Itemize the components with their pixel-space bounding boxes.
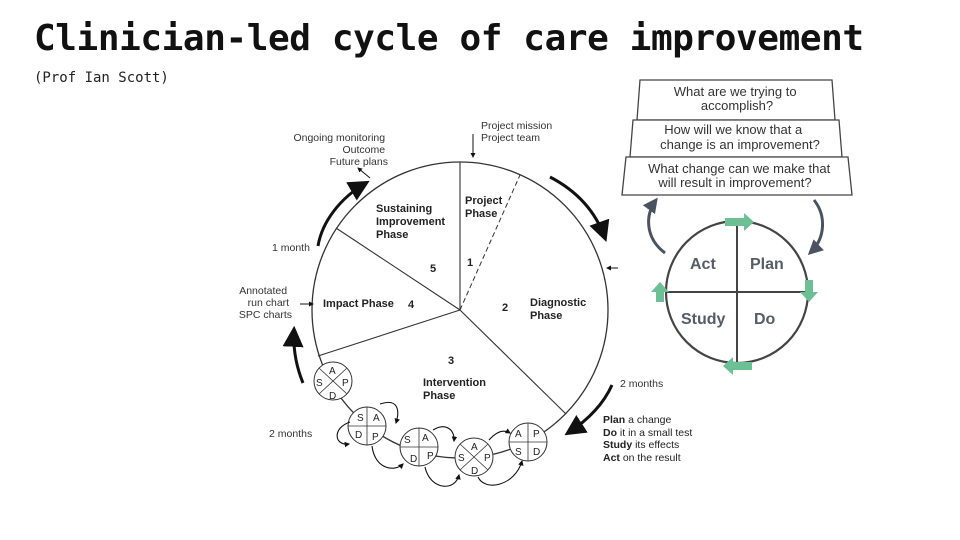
- one-month-label: 1 month: [272, 242, 310, 254]
- svg-text:S: S: [404, 435, 411, 446]
- top-right-arc: [550, 177, 605, 238]
- question-1: What are we trying to accomplish?: [673, 84, 797, 113]
- svg-text:P: P: [484, 453, 491, 464]
- pdsa-circle-4: [455, 438, 493, 477]
- svg-text:A: A: [373, 413, 380, 424]
- one-month-arc: [318, 183, 366, 246]
- svg-text:S: S: [458, 453, 465, 464]
- svg-text:D: D: [410, 454, 418, 465]
- svg-text:A: A: [515, 429, 522, 440]
- left-curve-arrow: [649, 200, 665, 253]
- two-months-left-label: 2 months: [269, 428, 313, 440]
- svg-text:P: P: [427, 451, 434, 462]
- phase-number-2: 2: [502, 302, 509, 314]
- diagnostic-phase-label: Diagnostic Phase: [530, 297, 587, 322]
- svg-text:P: P: [533, 429, 540, 440]
- monitoring-label: Ongoing monitoring Outcome Future plans: [293, 132, 388, 168]
- svg-text:P: P: [372, 432, 379, 443]
- svg-text:A: A: [329, 366, 336, 377]
- pdsa-circle-5: [509, 423, 547, 461]
- do-quadrant: Do: [754, 311, 776, 328]
- svg-text:S: S: [515, 447, 522, 458]
- two-months-left-arc: [294, 330, 303, 383]
- impact-phase-label: Impact Phase: [323, 298, 394, 310]
- svg-text:D: D: [471, 466, 479, 477]
- svg-text:D: D: [355, 430, 363, 441]
- project-mission-label: Project mission Project team: [481, 120, 553, 144]
- model-for-improvement: [622, 80, 852, 375]
- question-2: How will we know that a change is an improvement?: [660, 122, 820, 152]
- svg-text:A: A: [422, 433, 429, 444]
- pdsa-circle-3: [400, 428, 438, 466]
- act-quadrant: Act: [690, 256, 716, 273]
- pdsa-circle-1: [314, 362, 352, 402]
- svg-text:D: D: [533, 447, 541, 458]
- sustaining-phase-label: Sustaining Improvement Phase: [376, 203, 446, 241]
- divider-intervention-diagnostic: [460, 310, 566, 414]
- page-subtitle: (Prof Ian Scott): [34, 70, 169, 86]
- two-months-right-label: 2 months: [620, 378, 664, 390]
- annotated-label: Annotated run chart SPC charts: [238, 285, 292, 321]
- right-curve-arrow: [810, 200, 823, 253]
- phase-number-5: 5: [430, 263, 437, 275]
- intervention-phase-label: Intervention Phase: [423, 377, 486, 402]
- question-3: What change can we make that will result in improvement?: [648, 161, 831, 190]
- phase-number-3: 3: [448, 355, 455, 367]
- page-title: Clinician-led cycle of care improvement: [34, 18, 864, 59]
- svg-text:P: P: [342, 378, 349, 389]
- monitoring-arrow: [358, 168, 370, 178]
- svg-text:D: D: [329, 391, 337, 402]
- svg-text:A: A: [471, 442, 478, 453]
- plan-quadrant: Plan: [750, 256, 784, 273]
- pdsa-legend: Plan a change Do it in a small test Study its effects Act on the result: [603, 414, 693, 464]
- pdsa-circle-2: [348, 407, 386, 445]
- svg-text:S: S: [316, 378, 323, 389]
- divider-impact-intervention: [318, 310, 460, 356]
- project-phase-label: Project Phase: [465, 195, 503, 220]
- phase-number-4: 4: [408, 299, 415, 311]
- svg-text:S: S: [357, 413, 364, 424]
- study-quadrant: Study: [681, 311, 726, 328]
- phase-number-1: 1: [467, 257, 474, 269]
